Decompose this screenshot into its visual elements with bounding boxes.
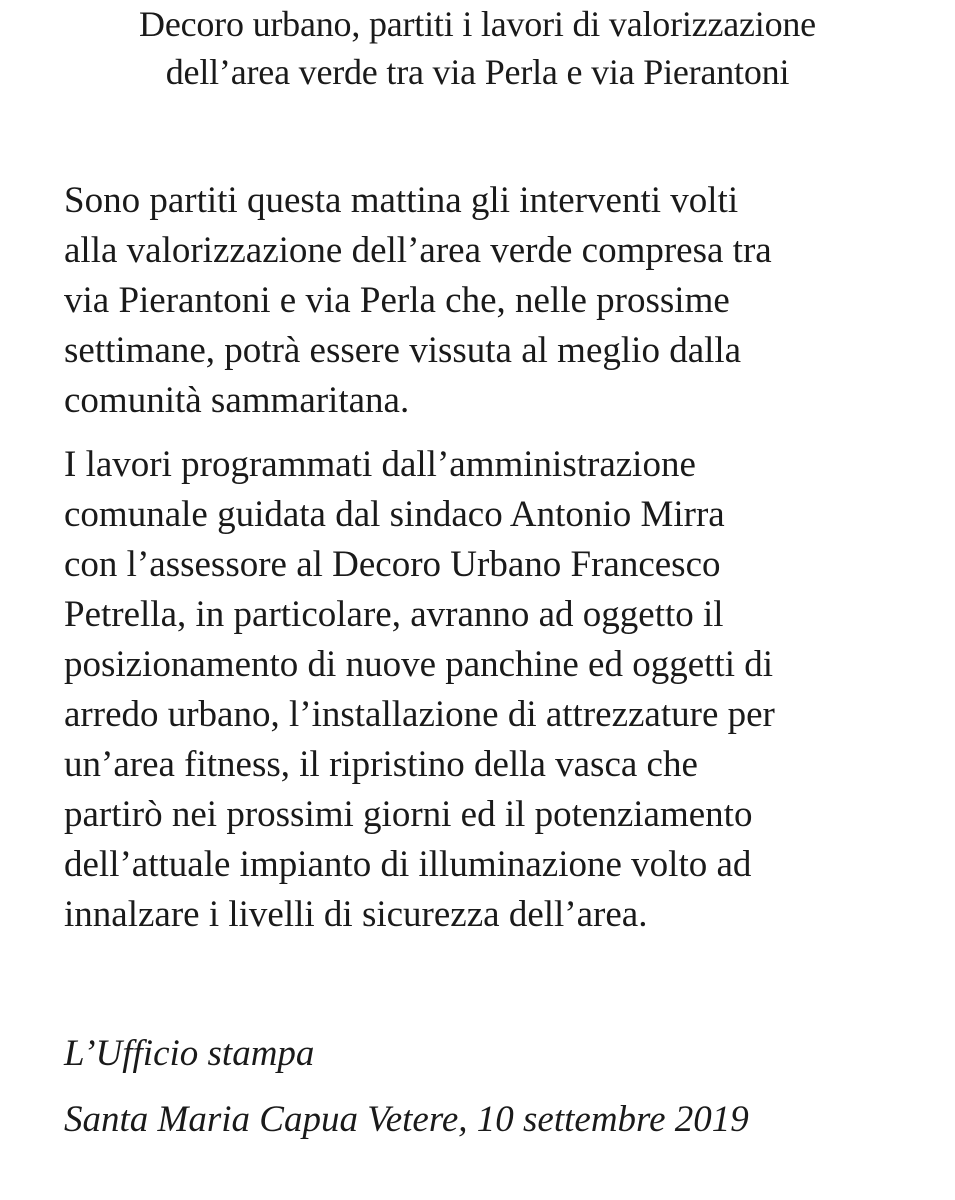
text-line: con l’assessore al Decoro Urbano Francesco xyxy=(64,544,721,585)
article-body xyxy=(64,176,924,940)
text-line: comunità sammaritana. xyxy=(64,380,410,421)
text-line: via Pierantoni e via Perla che, nelle prossime xyxy=(64,280,730,321)
text-line: dell’attuale impianto di illuminazione volto ad xyxy=(64,844,752,885)
text-line: arredo urbano, l’installazione di attrezzature per xyxy=(64,694,775,735)
press-office-signature: L’Ufficio stampa xyxy=(64,1033,315,1074)
title-line: dell’area verde tra via Perla e via Pierantoni xyxy=(165,52,790,92)
text-line: partirò nei prossimi giorni ed il potenziamento xyxy=(64,794,753,835)
text-line: settimane, potrà essere vissuta al meglio dalla xyxy=(64,330,742,371)
text-line: posizionamento di nuove panchine ed oggetti di xyxy=(64,644,773,685)
text-line: innalzare i livelli di sicurezza dell’area. xyxy=(64,894,648,935)
text-line: I lavori programmati dall’amministrazione xyxy=(64,444,696,485)
title-line: Decoro urbano, partiti i lavori di valorizzazione xyxy=(139,4,816,44)
text-line: Petrella, in particolare, avranno ad oggetto il xyxy=(64,594,724,635)
paragraph-details xyxy=(64,440,924,940)
place-and-date: Santa Maria Capua Vetere, 10 settembre 2019 xyxy=(64,1099,749,1140)
signoff-block xyxy=(64,1026,924,1148)
paragraph-intro xyxy=(64,176,924,426)
text-line: Sono partiti questa mattina gli interventi volti xyxy=(64,180,739,221)
text-line: alla valorizzazione dell’area verde compresa tra xyxy=(64,230,772,271)
article-title xyxy=(40,0,915,96)
text-line: comunale guidata dal sindaco Antonio Mirra xyxy=(64,494,725,535)
text-line: un’area fitness, il ripristino della vasca che xyxy=(64,744,698,785)
